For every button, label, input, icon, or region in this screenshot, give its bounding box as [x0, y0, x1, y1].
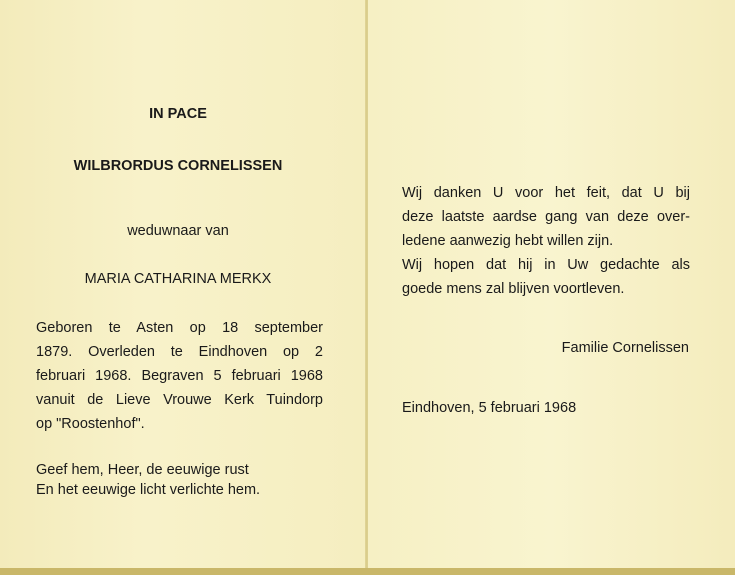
thanks-line: Wij hopen dat hij in Uw gedachte als [402, 257, 690, 273]
thanks-text [402, 181, 690, 301]
bio-line: op "Roostenhof". [36, 416, 145, 432]
thanks-line: Wij danken U voor het feit, dat U bij [402, 185, 690, 201]
right-page [368, 0, 735, 575]
left-page [0, 0, 366, 575]
relation-text: weduwnaar van [127, 223, 229, 239]
family-signature: Familie Cornelissen [561, 340, 689, 356]
bio-line: 1879. Overleden te Eindhoven op 2 [36, 344, 323, 360]
prayer-line: En het eeuwige licht verlichte hem. [36, 482, 261, 498]
prayer-line: Geef hem, Heer, de eeuwige rust [36, 462, 249, 478]
bio-line: februari 1968. Begraven 5 februari 1968 [36, 368, 323, 384]
place-date: Eindhoven, 5 februari 1968 [402, 400, 577, 416]
heading: IN PACE [149, 106, 207, 122]
deceased-name: WILBRORDUS CORNELISSEN [73, 158, 283, 174]
bio-line: vanuit de Lieve Vrouwe Kerk Tuindorp [36, 392, 323, 408]
thanks-line: ledene aanwezig hebt willen zijn. [402, 233, 614, 249]
biography [36, 316, 323, 436]
thanks-line: deze laatste aardse gang van deze over- [402, 209, 690, 225]
spouse-name: MARIA CATHARINA MERKX [84, 271, 272, 287]
card-bottom-edge [0, 568, 735, 575]
bio-line: Geboren te Asten op 18 september [36, 320, 323, 336]
thanks-line: goede mens zal blijven voortleven. [402, 281, 625, 297]
